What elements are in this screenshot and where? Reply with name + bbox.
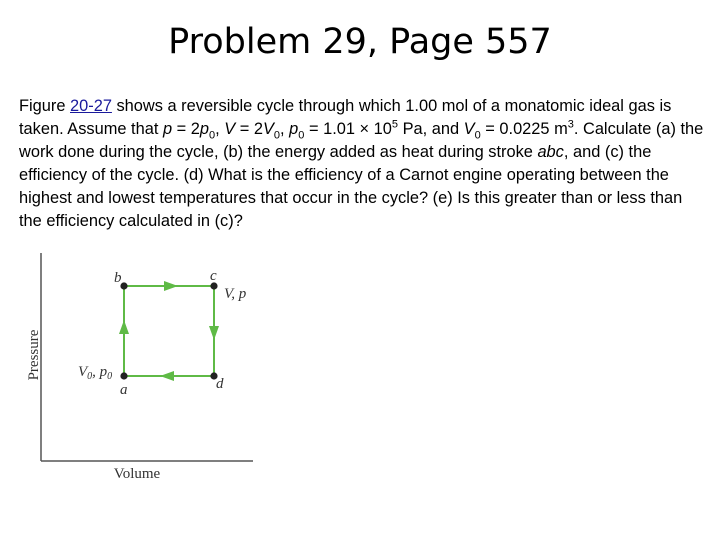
text-segment: , — [215, 120, 225, 138]
arrow-up-icon — [119, 320, 129, 334]
label-b: b — [114, 270, 122, 286]
var-v: V — [224, 120, 236, 138]
text-segment: , — [280, 120, 290, 138]
y-axis-label: Pressure — [26, 329, 42, 381]
label-a: a — [120, 382, 128, 398]
superscript: 3 — [567, 118, 574, 131]
subscript: 0 — [273, 129, 281, 142]
text-segment: = 1.01 × 10 — [304, 120, 392, 138]
text-segment: = 0.0225 m — [480, 120, 568, 138]
subscript: 0 — [209, 129, 216, 142]
text-segment: shows a reversible cycle through which 1.00 mol of a monatomic ideal gas is taken. Assume that — [19, 97, 672, 138]
text-segment: = 2 — [172, 120, 200, 138]
superscript: 5 — [391, 118, 399, 131]
label-c: c — [210, 268, 217, 284]
arrow-left-icon — [160, 371, 174, 381]
x-axis-label: Volume — [113, 466, 161, 482]
text-segment: Figure — [19, 97, 71, 115]
var-p0: p — [289, 120, 299, 138]
text-segment: = 2 — [235, 120, 263, 138]
var-v0: V — [262, 120, 274, 138]
arrow-down-icon — [209, 326, 219, 340]
text-segment: . Calculate (a) the work done during the cycle, (b) the energy added as heat during stroke — [19, 120, 704, 161]
point-a-dot — [120, 372, 127, 379]
page-title: Problem 29, Page 557 — [168, 22, 552, 62]
subscript: 0 — [298, 129, 305, 142]
stroke-abc: abc — [537, 143, 564, 161]
text-segment: , and (c) the efficiency of the cycle. (d) What is the efficiency of a Carnot engine operating between the highest and lowest temperatures that occur in the cycle? (e) Is this greater than or less than the efficiency calculated in (c)? — [19, 143, 683, 230]
label-d: d — [216, 376, 224, 392]
arrow-right-icon — [164, 281, 178, 291]
var-p0: p — [199, 120, 210, 138]
var-v0: V — [463, 120, 475, 138]
label-a-state: $V_0$, $p_0$ — [78, 364, 113, 382]
var-p: p — [162, 120, 173, 138]
subscript: 0 — [474, 129, 481, 142]
figure-link[interactable]: 20-27 — [70, 97, 112, 115]
text-segment: Pa, and — [398, 120, 464, 138]
label-c-state: V, p — [224, 286, 247, 302]
